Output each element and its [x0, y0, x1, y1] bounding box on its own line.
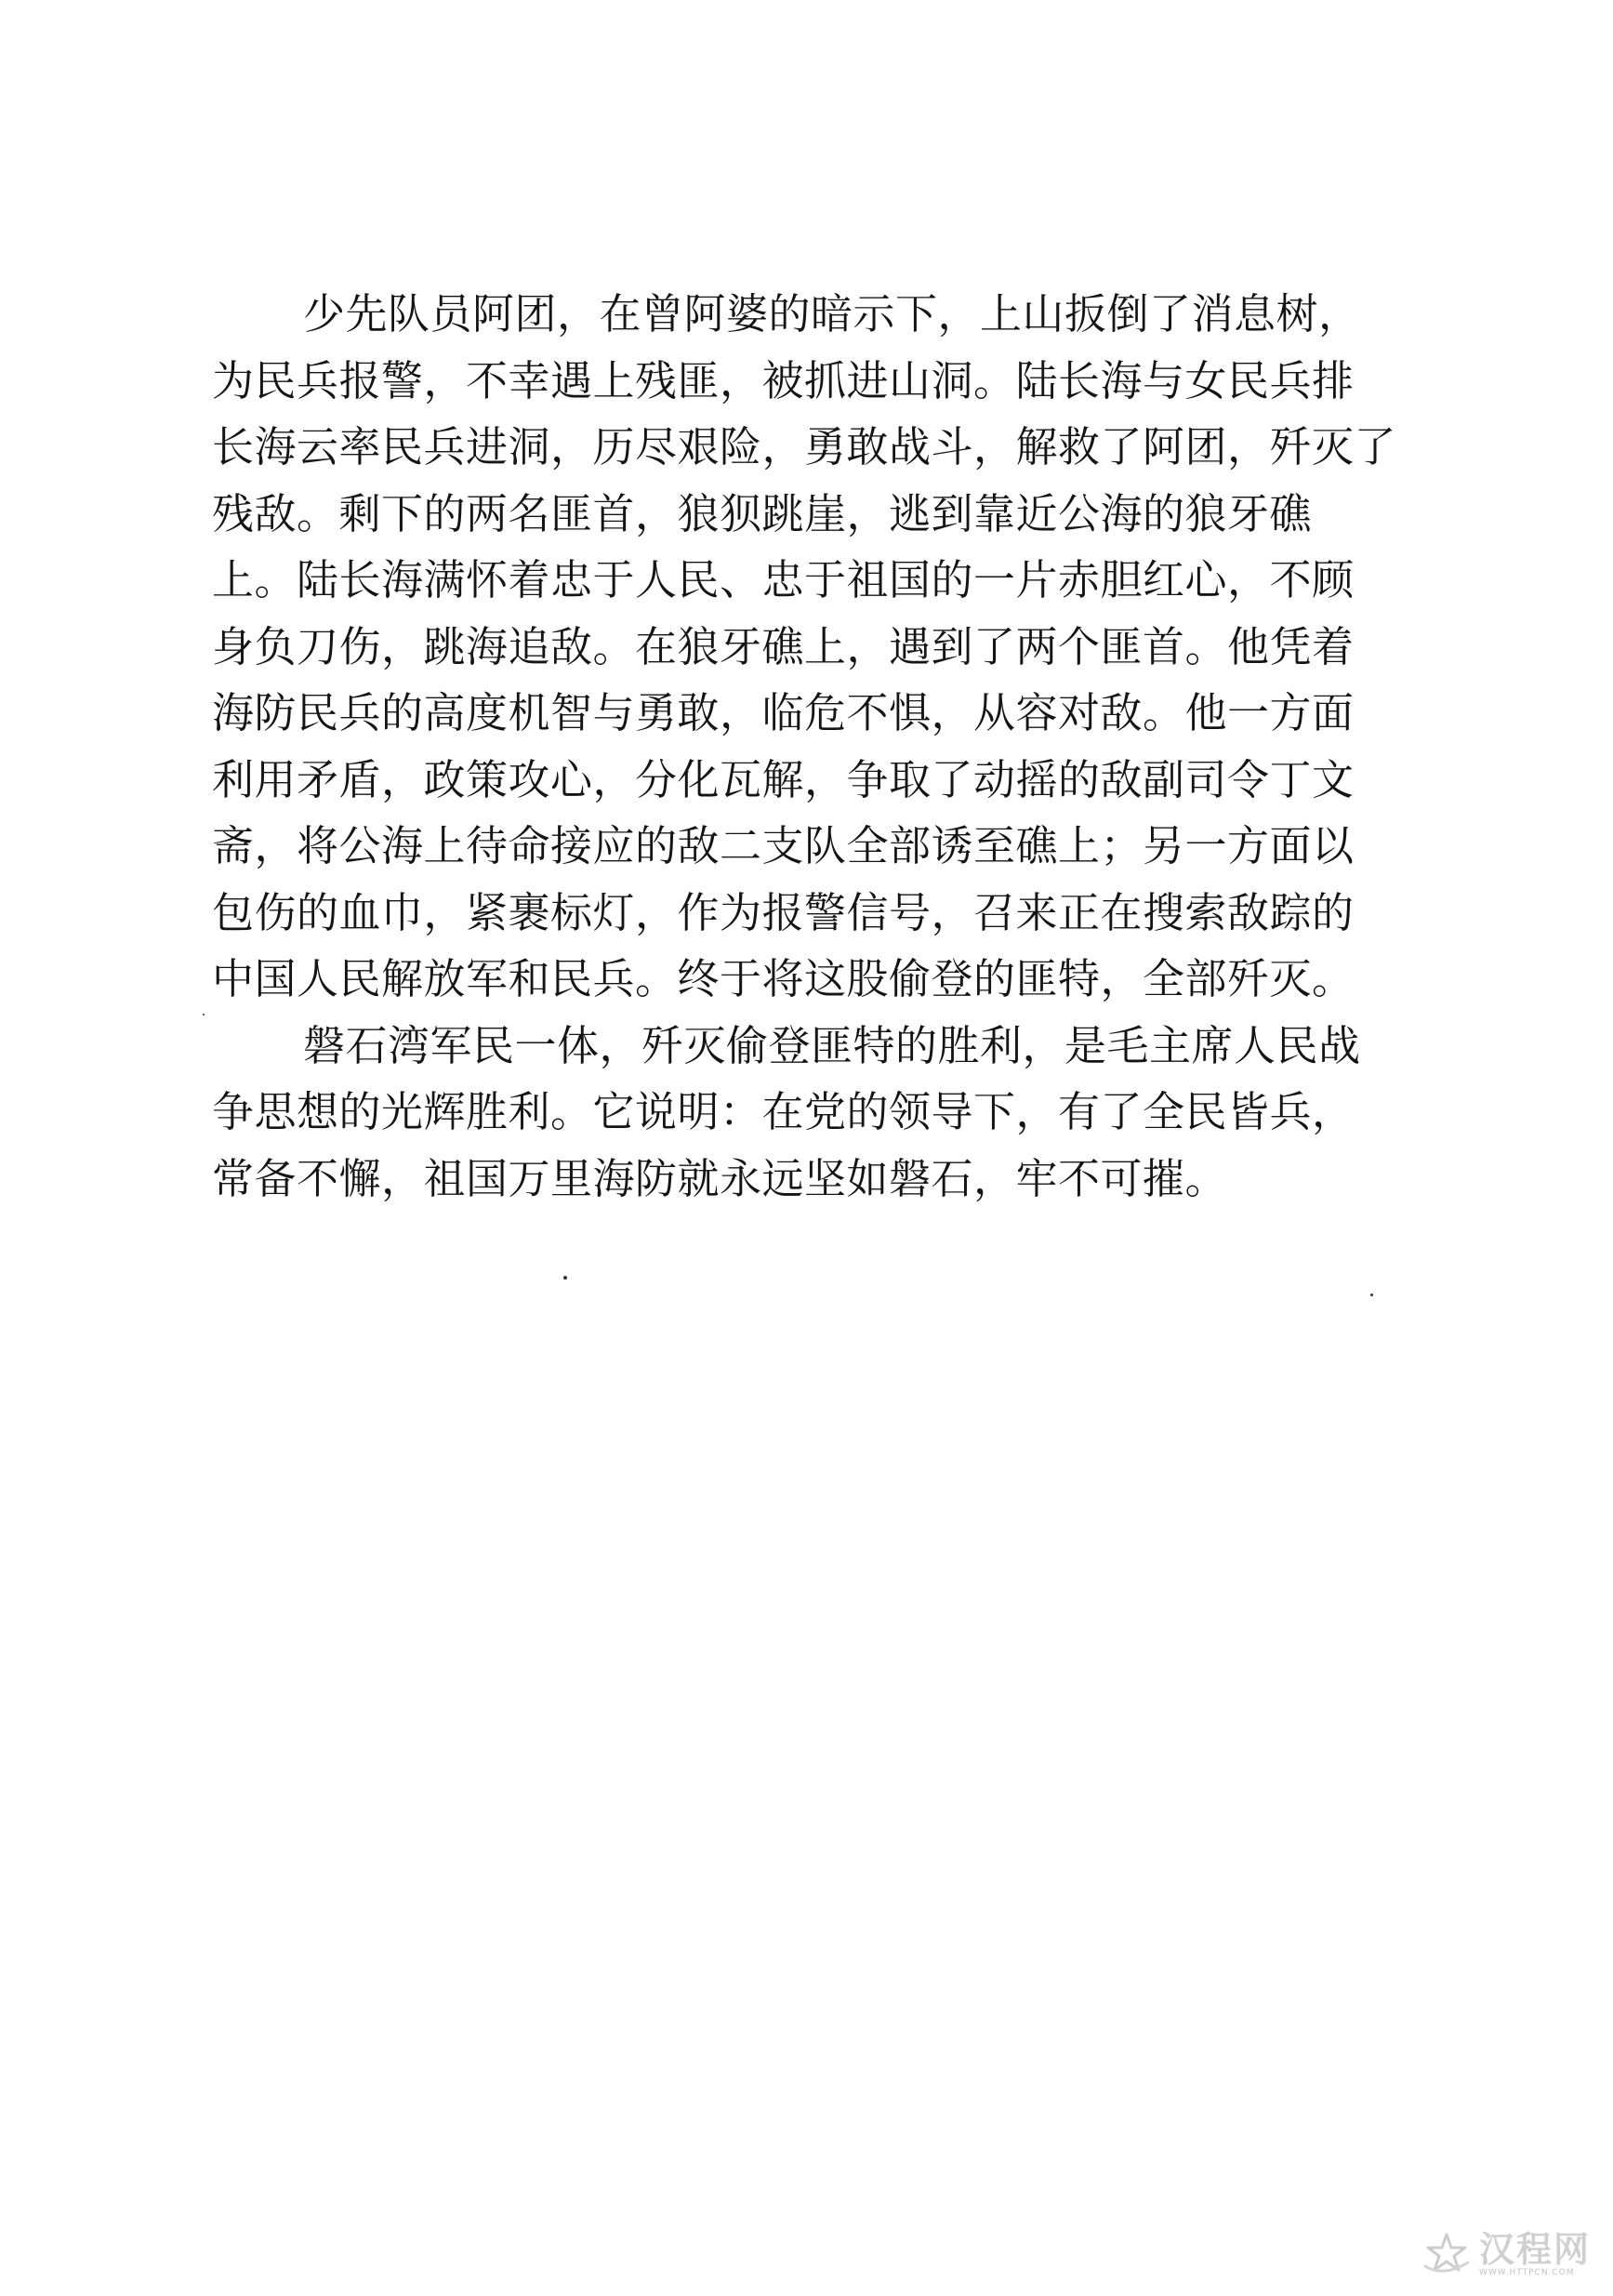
text-line: 常备不懈，祖国万里海防就永远坚如磐石，牢不可摧。 — [212, 1153, 1228, 1203]
watermark-url: WWW.HTTPCN.COM — [1478, 2268, 1575, 2277]
star-swoosh-icon — [1421, 2229, 1472, 2279]
text-line: 包伤的血巾，紧裹标灯，作为报警信号，召来正在搜索敌踪的 — [212, 887, 1355, 937]
text-line: 长海云率民兵进洞，历尽艰险，勇敢战斗，解救了阿团，歼灭了 — [212, 422, 1397, 471]
text-line: 斋，将公海上待命接应的敌二支队全部诱至礁上；另一方面以 — [212, 821, 1355, 870]
scan-speck — [1370, 1294, 1373, 1296]
text-line: 身负刀伤，跳海追敌。在狼牙礁上，遇到了两个匪首。他凭着 — [212, 621, 1355, 671]
text-line: 磐石湾军民一体，歼灭偷登匪特的胜利，是毛主席人民战 — [303, 1020, 1361, 1070]
text-line: 上。陆长海满怀着忠于人民、忠于祖国的一片赤胆红心，不顾 — [212, 555, 1355, 604]
text-line: 中国人民解放军和民兵。终于将这股偷登的匪特，全部歼灭。 — [212, 954, 1355, 1003]
body-text — [212, 281, 1397, 1212]
watermark-title: 汉程网 — [1478, 2229, 1591, 2270]
watermark — [1421, 2229, 1591, 2279]
text-line: 海防民兵的高度机智与勇敢，临危不惧，从容对敌。他一方面 — [212, 688, 1355, 737]
text-line: 利用矛盾，政策攻心，分化瓦解，争取了动摇的敌副司令丁文 — [212, 754, 1355, 804]
text-line: 争思想的光辉胜利。它说明：在党的领导下，有了全民皆兵， — [212, 1087, 1355, 1136]
text-line: 少先队员阿团，在曾阿婆的暗示下，上山扳倒了消息树， — [303, 289, 1361, 338]
text-line: 残敌。剩下的两名匪首，狼狈跳崖，逃到靠近公海的狼牙礁 — [212, 488, 1313, 538]
scan-speck — [563, 1276, 567, 1280]
scan-speck — [203, 1014, 205, 1015]
text-line: 为民兵报警，不幸遇上残匪，被抓进山洞。陆长海与女民兵排 — [212, 355, 1355, 405]
